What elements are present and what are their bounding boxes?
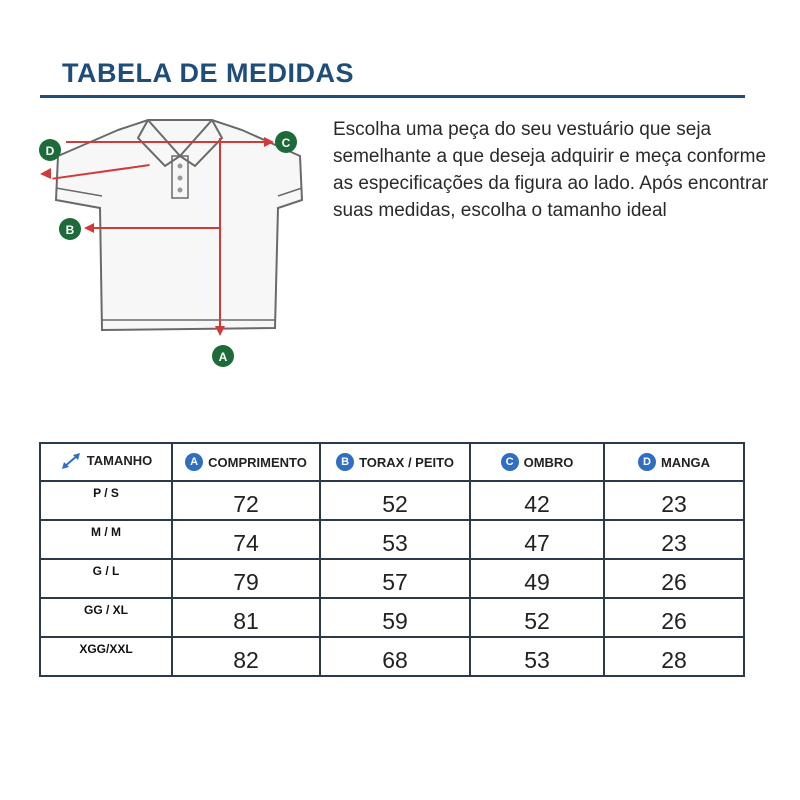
badge-a: A bbox=[185, 453, 203, 471]
value-cell: 23 bbox=[604, 520, 744, 559]
header-torax bbox=[320, 443, 470, 481]
size-cell: GG / XL bbox=[40, 598, 172, 637]
badge-c: C bbox=[501, 453, 519, 471]
value-cell: 52 bbox=[320, 481, 470, 520]
header-manga bbox=[604, 443, 744, 481]
header-label: COMPRIMENTO bbox=[208, 454, 307, 470]
header-comprimento bbox=[172, 443, 320, 481]
badge-c-label: C bbox=[281, 136, 291, 150]
table-row bbox=[40, 598, 744, 637]
header-label: MANGA bbox=[660, 454, 711, 470]
header-ombro bbox=[470, 443, 604, 481]
badge-b-label: B bbox=[65, 223, 75, 237]
page-title: TABELA DE MEDIDAS bbox=[62, 58, 354, 88]
badge-d-label: D bbox=[45, 144, 55, 158]
value-cell: 59 bbox=[320, 598, 470, 637]
value-cell: 53 bbox=[470, 637, 604, 676]
value-cell: 81 bbox=[172, 598, 320, 637]
badge-a-label: A bbox=[218, 350, 228, 364]
header-label: TORAX / PEITO bbox=[359, 454, 454, 470]
diagonal-arrows-icon bbox=[60, 452, 82, 470]
size-cell: XGG/XXL bbox=[40, 637, 172, 676]
value-cell: 82 bbox=[172, 637, 320, 676]
badge-b: B bbox=[336, 453, 354, 471]
title-divider bbox=[40, 95, 745, 98]
shirt-button bbox=[178, 188, 183, 193]
value-cell: 47 bbox=[470, 520, 604, 559]
shirt-button bbox=[178, 164, 183, 169]
value-cell: 53 bbox=[320, 520, 470, 559]
table-header-row bbox=[40, 443, 744, 481]
header-label: OMBRO bbox=[523, 454, 574, 470]
table-row bbox=[40, 520, 744, 559]
size-cell: P / S bbox=[40, 481, 172, 520]
value-cell: 52 bbox=[470, 598, 604, 637]
header-tamanho bbox=[40, 443, 172, 481]
table-row bbox=[40, 637, 744, 676]
arrow-head-d bbox=[40, 168, 51, 179]
shirt-button bbox=[178, 176, 183, 181]
arrow-head-b bbox=[84, 223, 94, 233]
polo-shirt-diagram bbox=[30, 108, 330, 378]
instructions-text: Escolha uma peça do seu vestuário que seja semelhante a que deseja adquirir e meça conforme as especificações da figura ao lado. Após encontrar suas medidas, escolha o tamanho ideal bbox=[333, 119, 769, 221]
value-cell: 23 bbox=[604, 481, 744, 520]
value-cell: 79 bbox=[172, 559, 320, 598]
size-cell: G / L bbox=[40, 559, 172, 598]
size-table bbox=[39, 442, 743, 677]
badge-d: D bbox=[638, 453, 656, 471]
table-row bbox=[40, 481, 744, 520]
value-cell: 74 bbox=[172, 520, 320, 559]
arrow-head-a bbox=[215, 326, 225, 336]
value-cell: 28 bbox=[604, 637, 744, 676]
value-cell: 68 bbox=[320, 637, 470, 676]
value-cell: 42 bbox=[470, 481, 604, 520]
value-cell: 57 bbox=[320, 559, 470, 598]
value-cell: 26 bbox=[604, 598, 744, 637]
header-label: TAMANHO bbox=[86, 453, 153, 468]
table-row bbox=[40, 559, 744, 598]
value-cell: 72 bbox=[172, 481, 320, 520]
value-cell: 26 bbox=[604, 559, 744, 598]
value-cell: 49 bbox=[470, 559, 604, 598]
size-cell: M / M bbox=[40, 520, 172, 559]
